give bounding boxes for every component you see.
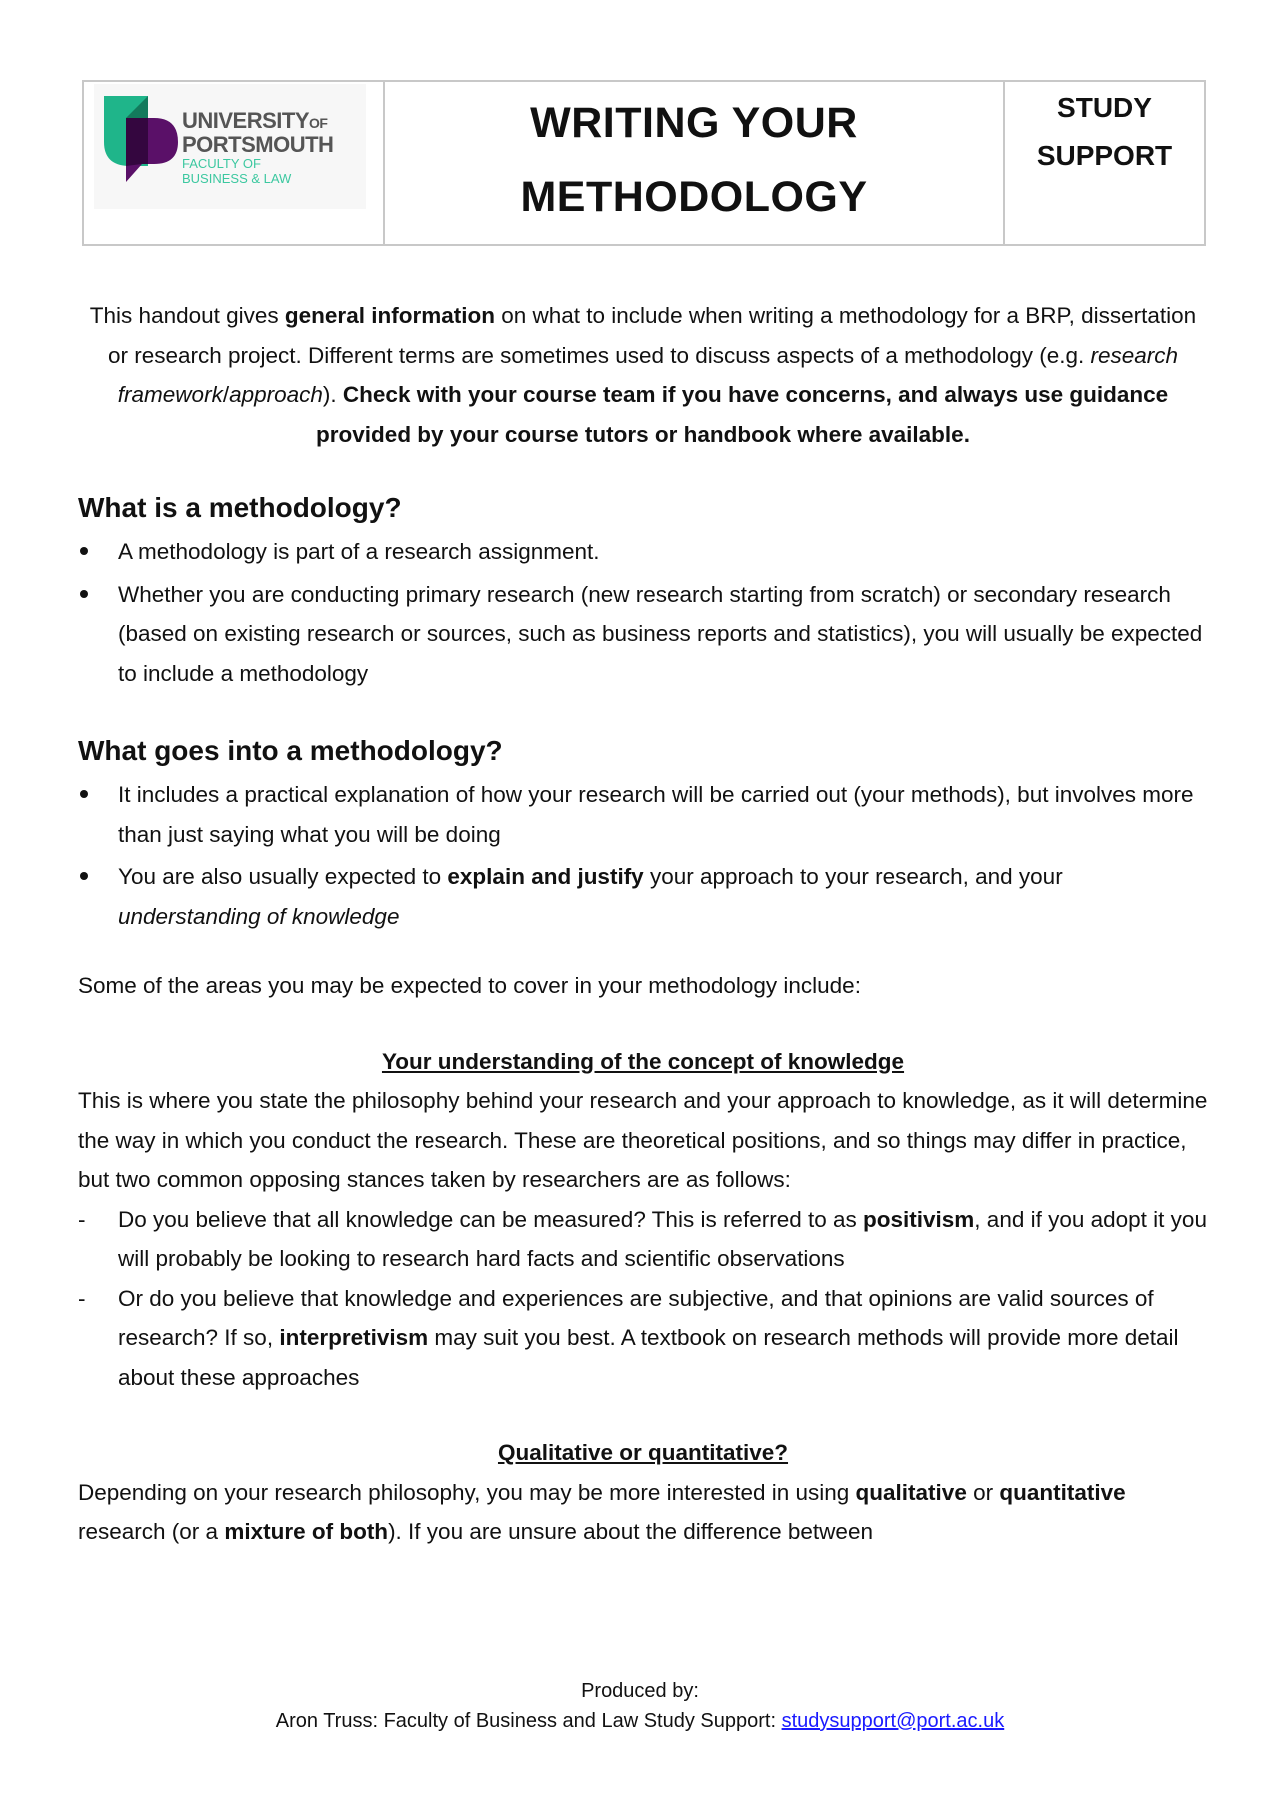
- intro-bold: Check with your course team if you have concerns, and always use guidance provided by your course tutors or handbook where available.: [316, 382, 1169, 447]
- logo-text-portsmouth: PORTSMOUTH: [182, 132, 334, 157]
- subheading: Your understanding of the concept of knowledge: [381, 1048, 905, 1074]
- list-item: [78, 1200, 1208, 1279]
- page-title-line1: WRITING YOUR: [530, 99, 858, 147]
- list-item-text: may suit you best. A textbook on research methods will provide more detail about these approaches: [118, 1325, 1179, 1390]
- list-item: [78, 1279, 1208, 1398]
- side-label-line1: STUDY: [1057, 92, 1152, 123]
- title-cell: [385, 82, 1005, 244]
- dash-icon: -: [78, 1206, 86, 1232]
- dash-list: [78, 1200, 1208, 1398]
- intro-text: This handout gives: [89, 303, 285, 328]
- bullet-icon: [80, 790, 88, 798]
- intro-italic: research framework: [117, 342, 1179, 407]
- credit-line: [0, 1706, 1280, 1736]
- page-title-line2: METHODOLOGY: [520, 173, 868, 221]
- bullet-icon: [80, 547, 88, 555]
- list-item-bold: explain and justify: [447, 864, 644, 889]
- header-table: [82, 80, 1206, 246]
- list-item-text: You are also usually expected to: [118, 864, 448, 889]
- intro-text: on what to include when writing a methodology for a BRP, dissertation or research project. Different terms are sometimes used to discuss aspects of a methodology (e.g.: [107, 303, 1197, 368]
- intro-italic: approach: [229, 382, 323, 407]
- list-item-text: It includes a practical explanation of how your research will be carried out (your methods), but involves more than just saying what you will be doing: [118, 782, 1194, 847]
- knowledge-paragraph: This is where you state the philosophy behind your research and your approach to knowledge, as it will determine the way in which you conduct the research. These are theoretical positions, and so things may differ in practice, but two common opposing stances taken by researchers are as follows:: [78, 1088, 1208, 1192]
- logo-mark-icon: [102, 92, 182, 182]
- document-body: [78, 296, 1208, 1552]
- para-bold: mixture of both: [224, 1519, 389, 1544]
- logo-text-faculty: FACULTY OF: [182, 156, 261, 171]
- dash-icon: -: [78, 1285, 86, 1311]
- section-heading: What is a methodology?: [78, 492, 402, 523]
- intro-paragraph: [78, 296, 1208, 454]
- list-item-bold: positivism: [863, 1206, 975, 1232]
- bullet-icon: [80, 872, 88, 880]
- para-bold: qualitative: [855, 1479, 967, 1505]
- para-text: Depending on your research philosophy, you may be more interested in using: [78, 1479, 856, 1505]
- side-label-line2: SUPPORT: [1036, 140, 1173, 171]
- credit-text: Aron Truss: Faculty of Business and Law Study Support:: [275, 1710, 782, 1732]
- qual-quant-paragraph: [78, 1473, 1208, 1552]
- subheading: Qualitative or quantitative?: [497, 1440, 789, 1465]
- logo-text-university: UNIVERSITY: [182, 108, 310, 133]
- study-support-cell: [1005, 82, 1204, 244]
- produced-by-label: Produced by:: [581, 1680, 699, 1702]
- logo-cell: [84, 82, 385, 244]
- list-item-text: Whether you are conducting primary research (new research starting from scratch) or secondary research (based on existing research or sources, such as business reports and statistics), you will usually be expected to include a methodology: [118, 581, 1203, 686]
- areas-paragraph: Some of the areas you may be expected to cover in your methodology include:: [78, 973, 861, 998]
- list-item: [78, 857, 1208, 936]
- list-item-text: your approach to your research, and your: [643, 864, 1063, 889]
- section-heading: What goes into a methodology?: [78, 735, 503, 766]
- intro-text: ).: [322, 382, 343, 407]
- list-item: [78, 575, 1208, 694]
- list-item-text: , and if you adopt it you will probably be looking to research hard facts and scientific observations: [118, 1206, 1207, 1271]
- logo-text-of: OF: [309, 115, 328, 131]
- email-link[interactable]: studysupport@port.ac.uk: [781, 1710, 1005, 1732]
- intro-bold: general information: [284, 303, 495, 328]
- university-logo: [94, 84, 366, 209]
- para-text: research (or a: [78, 1519, 225, 1544]
- para-bold: quantitative: [999, 1479, 1126, 1505]
- list-item: [78, 775, 1208, 854]
- bullet-icon: [80, 590, 88, 598]
- bullet-list: [78, 775, 1208, 936]
- list-item-text: A methodology is part of a research assignment.: [118, 539, 600, 564]
- list-item-text: Or do you believe that knowledge and experiences are subjective, and that opinions are valid sources of research? If so,: [118, 1285, 1154, 1350]
- list-item-bold: interpretivism: [279, 1325, 429, 1350]
- list-item: [78, 532, 1208, 572]
- logo-faculty: [182, 156, 291, 186]
- para-text: ). If you are unsure about the difference between: [388, 1519, 873, 1544]
- logo-wordmark: [182, 110, 333, 156]
- bullet-list: [78, 532, 1208, 693]
- list-item-italic: understanding of knowledge: [118, 903, 400, 929]
- list-item-text: Do you believe that all knowledge can be measured? This is referred to as: [118, 1206, 864, 1232]
- para-text: or: [966, 1479, 1000, 1505]
- logo-text-business-law: BUSINESS & LAW: [182, 171, 292, 186]
- intro-text: /: [222, 382, 230, 407]
- footer: [0, 1676, 1280, 1736]
